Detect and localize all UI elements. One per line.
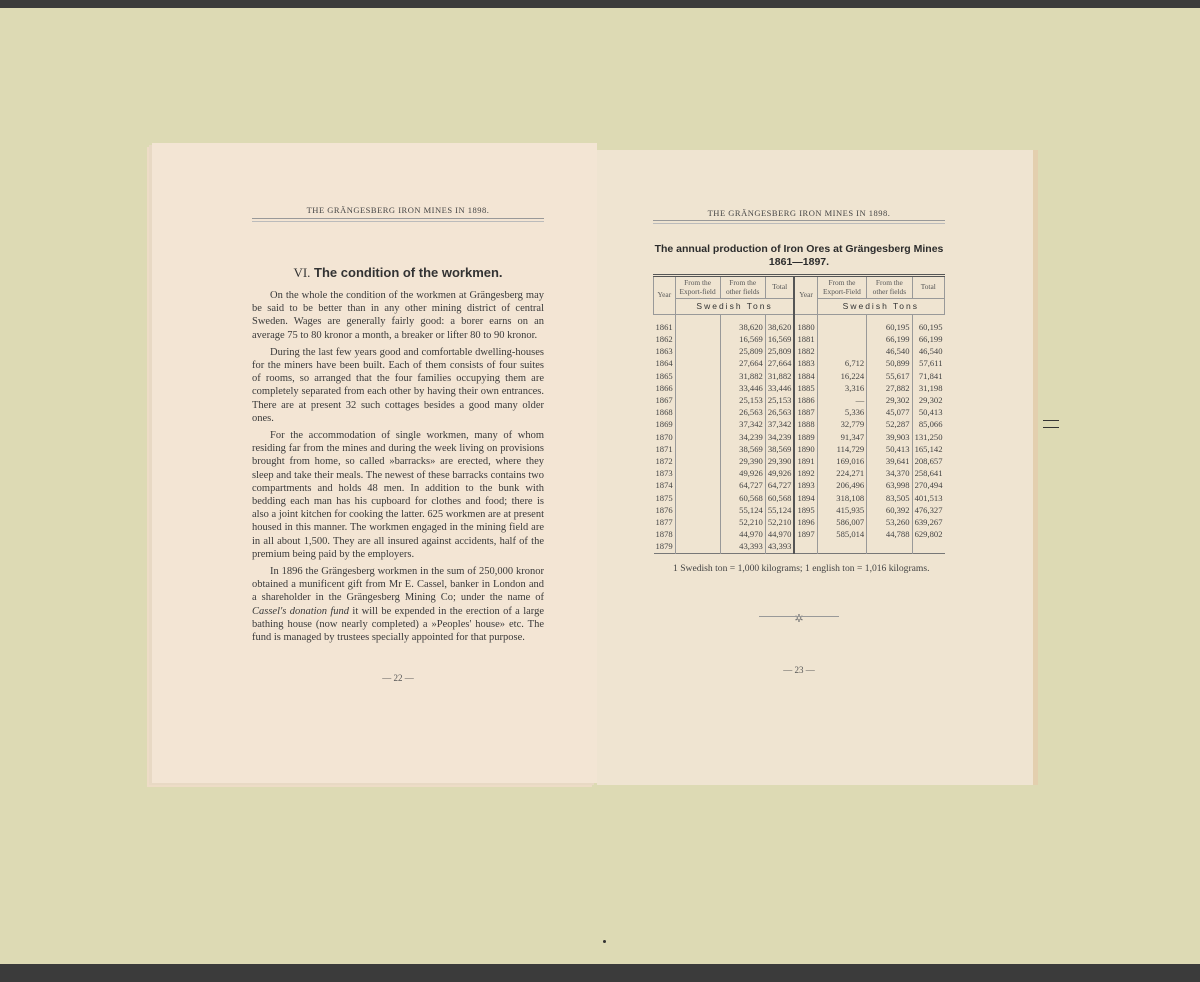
table-row bbox=[654, 479, 945, 491]
export-cell bbox=[817, 333, 867, 345]
year-cell: 1883 bbox=[794, 357, 817, 369]
export-cell bbox=[675, 479, 720, 491]
table-section bbox=[653, 243, 945, 675]
other-cell: 60,195 bbox=[867, 314, 912, 333]
other-cell: 39,903 bbox=[867, 431, 912, 443]
year-cell: 1871 bbox=[655, 443, 673, 454]
total-cell: 57,611 bbox=[912, 357, 944, 369]
total-cell: 38,620 bbox=[765, 314, 794, 333]
table-row bbox=[654, 333, 945, 345]
left-page bbox=[152, 143, 597, 783]
export-cell: — bbox=[817, 394, 867, 406]
unit-label: Swedish Tons bbox=[817, 299, 944, 315]
fund-name: Cassel's donation fund bbox=[252, 605, 350, 617]
year-cell: 1888 bbox=[794, 418, 817, 430]
export-cell bbox=[675, 406, 720, 418]
other-cell: 49,926 bbox=[720, 467, 765, 479]
year-cell: 1894 bbox=[794, 492, 817, 504]
export-cell: 586,007 bbox=[817, 516, 867, 528]
table-title-text: The annual production of Iron Ores at Grängesberg Mines bbox=[654, 243, 944, 255]
year-cell: 1882 bbox=[794, 345, 817, 357]
right-page bbox=[597, 150, 1033, 785]
year-cell: 1881 bbox=[794, 333, 817, 345]
page-edge-mark bbox=[1043, 420, 1059, 428]
other-cell: 50,899 bbox=[867, 357, 912, 369]
other-cell: 33,446 bbox=[720, 382, 765, 394]
year-cell: 1880 bbox=[794, 314, 817, 333]
year-cell: 1873 bbox=[655, 468, 673, 479]
total-cell: 43,393 bbox=[765, 540, 794, 553]
page-number: — 23 — bbox=[783, 664, 815, 675]
total-cell: 60,568 bbox=[765, 492, 794, 504]
table-row bbox=[654, 443, 945, 455]
total-cell: 44,970 bbox=[765, 528, 794, 540]
table-row bbox=[654, 418, 945, 430]
export-cell bbox=[675, 431, 720, 443]
export-cell: 585,014 bbox=[817, 528, 867, 540]
export-cell: 224,271 bbox=[817, 467, 867, 479]
other-cell: 34,370 bbox=[867, 467, 912, 479]
year-cell: 1861 bbox=[655, 321, 673, 332]
year-cell: 1865 bbox=[655, 370, 673, 381]
export-cell bbox=[817, 540, 867, 553]
unit-label: Swedish Tons bbox=[675, 299, 794, 315]
export-cell: 169,016 bbox=[817, 455, 867, 467]
export-cell bbox=[817, 314, 867, 333]
export-cell: 32,779 bbox=[817, 418, 867, 430]
export-cell: 114,729 bbox=[817, 443, 867, 455]
export-cell bbox=[675, 528, 720, 540]
section-number: VI. bbox=[293, 265, 311, 280]
table-row bbox=[654, 516, 945, 528]
year-cell: 1895 bbox=[794, 504, 817, 516]
total-cell: 46,540 bbox=[912, 345, 944, 357]
total-cell: 629,802 bbox=[912, 528, 944, 540]
other-cell: 29,302 bbox=[867, 394, 912, 406]
total-cell: 270,494 bbox=[912, 479, 944, 491]
ornament-icon: ✲ bbox=[759, 613, 839, 625]
year-cell: 1863 bbox=[655, 346, 673, 357]
export-cell: 415,935 bbox=[817, 504, 867, 516]
other-cell: 52,210 bbox=[720, 516, 765, 528]
scan-frame-top bbox=[0, 0, 1200, 8]
other-cell: 50,413 bbox=[867, 443, 912, 455]
other-cell: 60,568 bbox=[720, 492, 765, 504]
paragraph: During the last few years good and comfortable dwelling-houses for the miners have been built. Each of them consists of four suites of rooms, so arranged that the four families occupying them are completely separated from each other by having their own entrances. There are at present 32 such cottages besides a good many older ones. bbox=[252, 346, 544, 424]
total-cell: 208,657 bbox=[912, 455, 944, 467]
total-cell: 52,210 bbox=[765, 516, 794, 528]
export-cell: 3,316 bbox=[817, 382, 867, 394]
year-cell: 1870 bbox=[655, 431, 673, 442]
year-cell bbox=[794, 540, 817, 553]
table-row bbox=[654, 455, 945, 467]
year-cell: 1872 bbox=[655, 456, 673, 467]
paragraph: On the whole the condition of the workmen at Grängesberg may be said to be better than in any other mining district of central Sweden. Wages are generally fairly good: a borer earns on an average 75 to 80 kronor a month, a breaker or lifter 80 to 90 kronor. bbox=[252, 290, 544, 341]
total-cell: 25,809 bbox=[765, 345, 794, 357]
col-export: From the Export-Field bbox=[817, 276, 867, 299]
year-cell: 1889 bbox=[794, 431, 817, 443]
total-cell: 27,664 bbox=[765, 357, 794, 369]
running-head-rule bbox=[653, 220, 945, 224]
export-cell bbox=[675, 516, 720, 528]
total-cell: 29,302 bbox=[912, 394, 944, 406]
year-cell: 1896 bbox=[794, 516, 817, 528]
total-cell: 16,569 bbox=[765, 333, 794, 345]
export-cell bbox=[675, 504, 720, 516]
export-cell bbox=[675, 357, 720, 369]
other-cell: 45,077 bbox=[867, 406, 912, 418]
export-cell bbox=[675, 467, 720, 479]
export-cell bbox=[675, 418, 720, 430]
export-cell: 5,336 bbox=[817, 406, 867, 418]
paragraph-text: In 1896 the Grängesberg workmen in the sum of 250,000 kronor obtained a munificent gift from Mr E. Cassel, banker in London and a shareholder in the Grängesberg Mining Co; under the name of bbox=[252, 566, 544, 604]
year-cell: 1887 bbox=[794, 406, 817, 418]
other-cell: 29,390 bbox=[720, 455, 765, 467]
other-cell: 46,540 bbox=[867, 345, 912, 357]
other-cell: 43,393 bbox=[720, 540, 765, 553]
export-cell: 318,108 bbox=[817, 492, 867, 504]
other-cell: 27,882 bbox=[867, 382, 912, 394]
total-cell: 55,124 bbox=[765, 504, 794, 516]
total-cell: 49,926 bbox=[765, 467, 794, 479]
other-cell: 63,998 bbox=[867, 479, 912, 491]
export-cell: 6,712 bbox=[817, 357, 867, 369]
year-cell: 1897 bbox=[794, 528, 817, 540]
other-cell: 55,124 bbox=[720, 504, 765, 516]
year-cell: 1875 bbox=[655, 492, 673, 503]
table-row bbox=[654, 492, 945, 504]
year-cell: 1890 bbox=[794, 443, 817, 455]
other-cell bbox=[867, 540, 912, 553]
total-cell: 38,569 bbox=[765, 443, 794, 455]
other-cell: 83,505 bbox=[867, 492, 912, 504]
export-cell bbox=[675, 314, 720, 333]
section-title: The condition of the workmen. bbox=[314, 265, 503, 280]
total-cell: 64,727 bbox=[765, 479, 794, 491]
other-cell: 31,882 bbox=[720, 370, 765, 382]
export-cell: 16,224 bbox=[817, 370, 867, 382]
other-cell: 25,809 bbox=[720, 345, 765, 357]
total-cell: 476,327 bbox=[912, 504, 944, 516]
total-cell: 31,198 bbox=[912, 382, 944, 394]
total-cell: 31,882 bbox=[765, 370, 794, 382]
year-cell: 1874 bbox=[655, 480, 673, 491]
other-cell: 34,239 bbox=[720, 431, 765, 443]
table-subtitle: 1861—1897. bbox=[768, 256, 830, 268]
year-cell: 1893 bbox=[794, 479, 817, 491]
other-cell: 44,788 bbox=[867, 528, 912, 540]
other-cell: 44,970 bbox=[720, 528, 765, 540]
running-head: THE GRÄNGESBERG IRON MINES IN 1898. bbox=[707, 208, 891, 218]
export-cell: 91,347 bbox=[817, 431, 867, 443]
other-cell: 38,620 bbox=[720, 314, 765, 333]
paragraph: For the accommodation of single workmen, many of whom residing far from the mines and during the week living on provisions brought from home, so called »barracks» are erected, where they sleep and take their meals. The newest of these barracks contains two compartments and holds 48 men. In addition to the bunk with bedding each man has his cupboard for clothes and food; there is also a joint kitchen for cooking the latter. 625 workmen are at present housed in this manner. The workmen engaged in the mining field are in all about 1,500. They are all insured against accidents, half of the premium being paid by the employers. bbox=[252, 430, 544, 560]
table-title bbox=[653, 243, 945, 269]
total-cell: 37,342 bbox=[765, 418, 794, 430]
year-cell: 1886 bbox=[794, 394, 817, 406]
total-cell: 85,066 bbox=[912, 418, 944, 430]
export-cell bbox=[675, 492, 720, 504]
total-cell: 33,446 bbox=[765, 382, 794, 394]
export-cell bbox=[675, 540, 720, 553]
total-cell: 60,195 bbox=[912, 314, 944, 333]
export-cell bbox=[675, 394, 720, 406]
scan-dot bbox=[603, 940, 606, 943]
year-cell: 1891 bbox=[794, 455, 817, 467]
table-row bbox=[654, 431, 945, 443]
year-cell: 1862 bbox=[655, 333, 673, 344]
total-cell: 50,413 bbox=[912, 406, 944, 418]
export-cell bbox=[675, 370, 720, 382]
other-cell: 52,287 bbox=[867, 418, 912, 430]
export-cell bbox=[675, 345, 720, 357]
table-row bbox=[654, 540, 945, 553]
other-cell: 55,617 bbox=[867, 370, 912, 382]
table-row bbox=[654, 467, 945, 479]
other-cell: 60,392 bbox=[867, 504, 912, 516]
table-row bbox=[654, 406, 945, 418]
running-head-rule bbox=[252, 218, 544, 222]
paragraph bbox=[252, 565, 544, 644]
year-cell: 1884 bbox=[794, 370, 817, 382]
total-cell: 29,390 bbox=[765, 455, 794, 467]
total-cell: 258,641 bbox=[912, 467, 944, 479]
col-export: From the Export-field bbox=[675, 276, 720, 299]
col-other: From the other fields bbox=[720, 276, 765, 299]
total-cell: 639,267 bbox=[912, 516, 944, 528]
col-year: Year bbox=[794, 276, 817, 315]
export-cell bbox=[817, 345, 867, 357]
other-cell: 16,569 bbox=[720, 333, 765, 345]
export-cell bbox=[675, 443, 720, 455]
total-cell: 34,239 bbox=[765, 431, 794, 443]
total-cell: 71,841 bbox=[912, 370, 944, 382]
total-cell: 165,142 bbox=[912, 443, 944, 455]
other-cell: 66,199 bbox=[867, 333, 912, 345]
total-cell: 401,513 bbox=[912, 492, 944, 504]
other-cell: 53,260 bbox=[867, 516, 912, 528]
table-row bbox=[654, 370, 945, 382]
running-head: THE GRÄNGESBERG IRON MINES IN 1898. bbox=[306, 205, 490, 215]
export-cell: 206,496 bbox=[817, 479, 867, 491]
year-cell: 1869 bbox=[655, 419, 673, 430]
year-cell: 1876 bbox=[655, 504, 673, 515]
page-number: — 22 — bbox=[382, 673, 414, 684]
year-cell: 1867 bbox=[655, 395, 673, 405]
total-cell: 25,153 bbox=[765, 394, 794, 406]
other-cell: 26,563 bbox=[720, 406, 765, 418]
other-cell: 37,342 bbox=[720, 418, 765, 430]
other-cell: 39,641 bbox=[867, 455, 912, 467]
table-row bbox=[654, 394, 945, 406]
table-row bbox=[654, 528, 945, 540]
year-cell: 1866 bbox=[655, 382, 673, 393]
export-cell bbox=[675, 382, 720, 394]
table-row bbox=[654, 504, 945, 516]
col-total: Total bbox=[765, 276, 794, 299]
export-cell bbox=[675, 455, 720, 467]
table-row bbox=[654, 382, 945, 394]
year-cell: 1885 bbox=[794, 382, 817, 394]
paragraph-text: it will be expended in the erection of a large bathing house (now nearly completed) a »Peoples' house» etc. The fund is managed by trustees specially appointed for that purpose. bbox=[252, 605, 544, 644]
other-cell: 25,153 bbox=[720, 394, 765, 406]
other-cell: 27,664 bbox=[720, 357, 765, 369]
table-row bbox=[654, 345, 945, 357]
year-cell: 1864 bbox=[655, 358, 673, 369]
total-cell: 66,199 bbox=[912, 333, 944, 345]
other-cell: 64,727 bbox=[720, 479, 765, 491]
year-cell: 1877 bbox=[655, 517, 673, 528]
year-cell: 1879 bbox=[655, 541, 673, 552]
col-year: Year bbox=[654, 276, 676, 315]
total-cell: 26,563 bbox=[765, 406, 794, 418]
total-cell bbox=[912, 540, 944, 553]
table-row bbox=[654, 357, 945, 369]
footnote: 1 Swedish ton = 1,000 kilograms; 1 english ton = 1,016 kilograms. bbox=[673, 562, 930, 574]
table-row bbox=[654, 314, 945, 333]
col-total: Total bbox=[912, 276, 944, 299]
total-cell: 131,250 bbox=[912, 431, 944, 443]
year-cell: 1892 bbox=[794, 467, 817, 479]
section-heading bbox=[252, 265, 544, 281]
year-cell: 1868 bbox=[655, 407, 673, 418]
table-body bbox=[654, 314, 945, 553]
export-cell bbox=[675, 333, 720, 345]
scan-frame-bottom bbox=[0, 964, 1200, 982]
col-other: From the other fields bbox=[867, 276, 912, 299]
year-cell: 1878 bbox=[655, 529, 673, 540]
other-cell: 38,569 bbox=[720, 443, 765, 455]
text-column bbox=[252, 257, 544, 685]
production-table bbox=[653, 274, 945, 554]
